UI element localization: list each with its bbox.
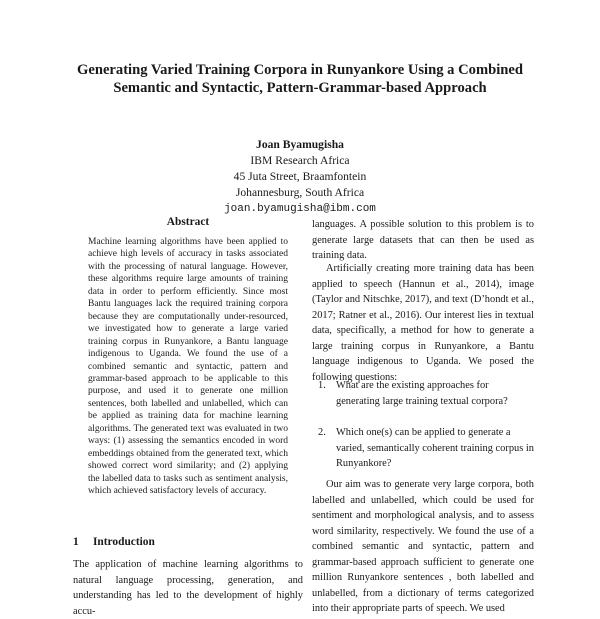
introduction-paragraph: The application of machine learning algorithms to natural language processing, generation, and understanding has led to the development of highly accu-: [73, 559, 303, 617]
author-block: [150, 137, 450, 217]
author-street: 45 Juta Street, Braamfontein: [233, 170, 367, 183]
abstract-text: Machine learning algorithms have been applied to achieve high levels of accuracy in tasks associated with the processing of natural language. However, these algorithms require large amounts of training data in order to perform efficiently. Since most Bantu languages lack the required training corpora because they are computationally under-resourced, we investigated how to generate a large varied training corpus in Runyankore, a Bantu language indigenous to Uganda. We found the use of a combined semantic and syntactic, pattern and grammar-based approach to be applicable to this purpose, and used it to generate one million sentences, both labelled and unlabelled, which can be applied as training data for machine learning algorithms. The generated text was evaluated in two ways: (1) assessing the semantics encoded in word embeddings obtained from the generated text, which showed correct word similarity; and (2) applying the labelled data to tasks such as sentiment analysis, which achieved satisfactory levels of accuracy.: [88, 237, 288, 497]
list-item: [318, 378, 534, 409]
list-item-text: What are the existing approaches for generating large training textual corpora?: [336, 380, 508, 407]
paper-title: [40, 61, 560, 97]
list-item-number: 2.: [318, 427, 326, 438]
questions-list: [318, 378, 534, 488]
right-paragraph-1: languages. A possible solution to this problem is to generate large datasets that can then be used as training data.: [312, 219, 534, 261]
list-item-number: 1.: [318, 380, 326, 391]
abstract-heading: Abstract: [166, 216, 210, 228]
author-affiliation: IBM Research Africa: [250, 154, 350, 167]
section-heading-introduction: [73, 536, 155, 548]
right-paragraph-2: Artificially creating more training data has been applied to speech (Hannun et al., 2014), image (Taylor and Nitschke, 2017), and text (D’hondt et al., 2017; Ratner et al., 2016). Our interest lies in textual data, specifically, a method for how to generate a large training corpus in Runyankore, a Bantu language indigenous to Uganda. We posed the following questions:: [312, 263, 534, 383]
author-email[interactable]: joan.byamugisha@ibm.com: [224, 203, 376, 215]
list-item-text: Which one(s) can be applied to generate a varied, semantically coherent training corpus in Runyankore?: [336, 427, 534, 469]
list-item: [318, 425, 534, 472]
title-line-1: Generating Varied Training Corpora in Runyankore Using a Combined: [77, 62, 523, 78]
right-paragraph-3: Our aim was to generate very large corpora, both labelled and unlabelled, which could be used for sentiment and morphological analysis, and to assess word similarity, respectively. We found the use of a combined semantic and syntactic, pattern and grammar-based approach sufficient to generate one million Runyankore sentences , both labelled and unlabelled, from a dictionary of terms categorized into their appropriate parts of speech. We used: [312, 479, 534, 614]
author-name: Joan Byamugisha: [256, 138, 344, 151]
section-number: 1: [73, 536, 79, 548]
title-line-2: Semantic and Syntactic, Pattern-Grammar-based Approach: [113, 80, 487, 96]
section-title: Introduction: [93, 536, 155, 548]
author-city: Johannesburg, South Africa: [235, 186, 365, 199]
